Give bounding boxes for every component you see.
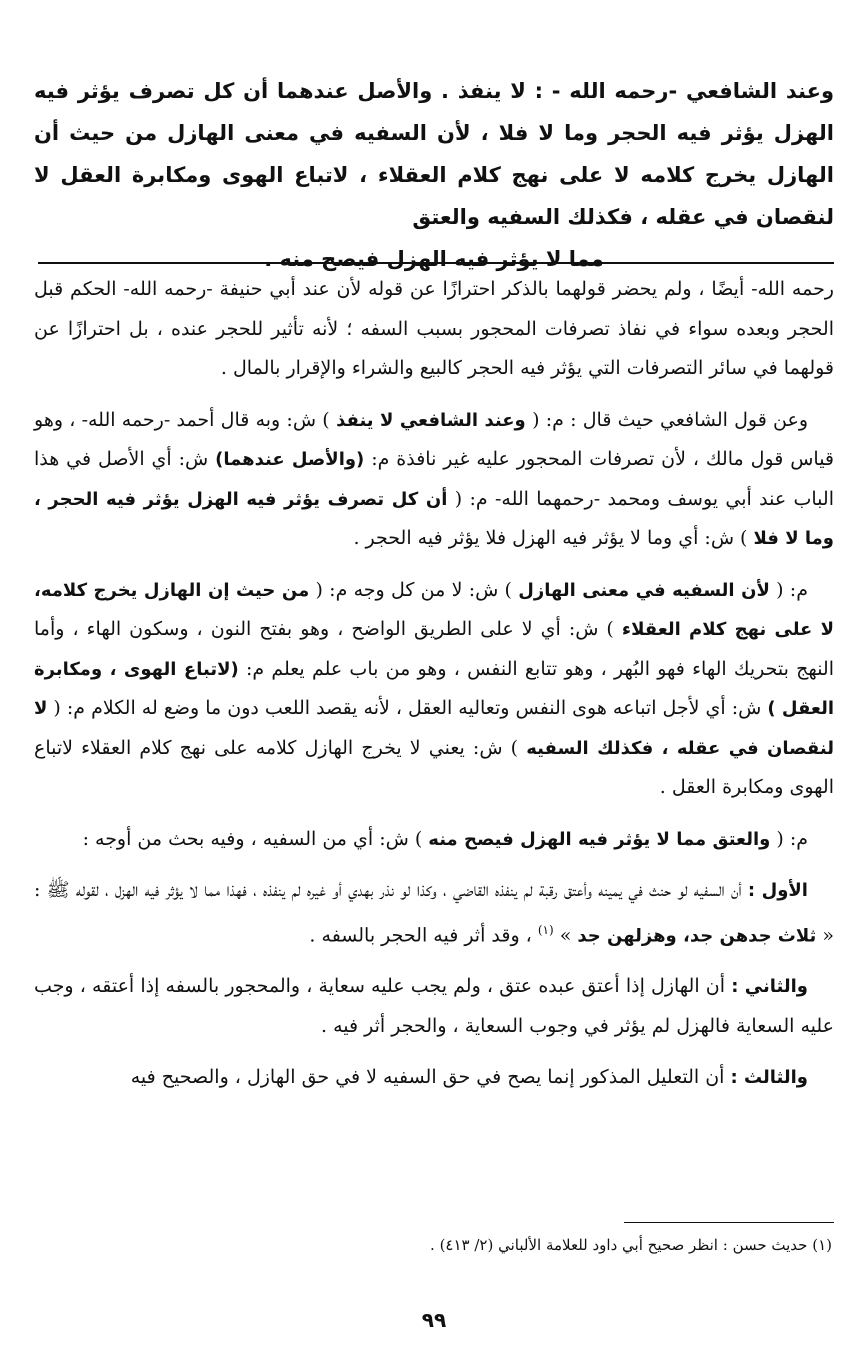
commentary-paragraph-5 bbox=[34, 871, 834, 955]
p3-text-a: م: ( bbox=[769, 578, 808, 601]
p6-label: والثاني : bbox=[731, 976, 808, 998]
p4-text-a: م: ( bbox=[770, 827, 808, 850]
commentary-paragraph-6 bbox=[34, 967, 834, 1046]
p6-text-a: أن الهازل إذا أعتق عبده عتق ، ولم يجب عليه سعاية ، والمحجور بالسفه إذا أعتقه ، وجب عليه السعاية فالهزل لم يؤثر في وجوب السعاية ، والحجر أثر فيه . bbox=[34, 975, 834, 1037]
commentary-paragraph-1: رحمه الله- أيضًا ، ولم يحضر قولهما بالذكر احترازًا عن قوله لأن عند أبي حنيفة -رحمه الله- الحكم قبل الحجر وبعده سواء في نفاذ تصرفات المحجور بسبب السفه ؛ لأنه تأثير للحجر عنده ، بل احترازًا عن قولهما في سائر التصرفات التي يؤثر فيه الحجر كالبيع والشراء والإقرار بالمال . bbox=[34, 278, 834, 379]
p5-text-c: » bbox=[553, 923, 578, 946]
p2-bold-3: أن كل تصرف يؤثر فيه الهزل يؤثر فيه الحجر ، وما لا فلا bbox=[34, 488, 834, 549]
p5-bold-1: ثلاث جدهن جد، وهزلهن جد bbox=[577, 924, 817, 946]
p3-bold-4: لا لنقصان في عقله ، فكذلك السفيه bbox=[33, 698, 834, 759]
p2-bold-2: (والأصل عندهما) bbox=[215, 449, 365, 470]
p5-text-d: ، وقد أثر فيه الحجر بالسفه . bbox=[309, 923, 538, 946]
p7-label: والثالث : bbox=[730, 1067, 808, 1089]
p2-text-a: وعن قول الشافعي حيث قال : م: ( bbox=[532, 408, 808, 431]
matn-last-line: مما لا يؤثر فيه الهزل فيصح منه . bbox=[264, 247, 604, 271]
matn-body: وعند الشافعي -رحمه الله - : لا ينفذ . والأصل عندهما أن كل تصرف يؤثر فيه الهزل يؤثر فيه الحجر وما لا فلا ، لأن السفيه في معنى الهازل من حيث أن الهازل يخرج كلامه لا على نهج كلام العقلاء ، لاتباع الهوى ومكابرة العقل لا لنقصان في عقله ، فكذلك السفيه والعتق bbox=[34, 79, 834, 229]
p2-text-c: ) ش: وبه قال أحمد -رحمه الله- ، وهو قياس قول مالك ، لأن تصرفات المحجور عليه غير نافذة م: bbox=[34, 408, 835, 470]
commentary-paragraph-3 bbox=[34, 571, 834, 808]
commentary-paragraph-2 bbox=[34, 401, 834, 559]
p3-text-c: ) ش: لا من كل وجه م: ( bbox=[309, 578, 519, 601]
p5-label: الأول : bbox=[747, 880, 808, 901]
p3-text-e: ش: أي لأجل اتباعه هوى النفس وتعاليه العقل ، لأنه يقصد اللعب دون ما وضع له الكلام م: ( bbox=[47, 697, 768, 719]
p5-text-a: أن السفيه لو حنث في يمينه وأعتق رقبة لم ينفذه القاضي ، وكذا لو نذر بهدي أو غيره لم ينفذه ، فهذا مما لا يؤثر فيه الهزل ، لقوله ﷺ : « bbox=[34, 879, 834, 946]
p3-text-d: ) ش: أي لا على الطريق الواضح ، وهو بفتح النون ، وسكون الهاء ، وأما النهج بتحريك الهاء فهو البُهر ، وهو تتابع النفس ، وهو من باب علم يعلم م: bbox=[34, 618, 834, 680]
p4-bold-1: والعتق مما لا يؤثر فيه الهزل فيصح منه bbox=[428, 828, 771, 850]
p3-bold-2: من حيث إن الهازل يخرج كلامه، لا على نهج كلام العقلاء bbox=[34, 579, 834, 640]
commentary-sharh bbox=[34, 270, 834, 1110]
p2-bold-1: وعند الشافعي لا ينفذ bbox=[329, 409, 533, 431]
footnote-reference[interactable]: (١) bbox=[537, 922, 554, 937]
p3-bold-1: لأن السفيه في معنى الهازل bbox=[518, 579, 770, 601]
page-number: ٩٩ bbox=[421, 1308, 447, 1332]
p7-text-a: أن التعليل المذكور إنما يصح في حق السفيه لا في حق الهازل ، والصحيح فيه bbox=[130, 1066, 731, 1089]
p3-bold-3: (لاتباع الهوى ، ومكابرة العقل ) bbox=[34, 658, 834, 719]
main-text-matn bbox=[34, 70, 834, 280]
separator-rule bbox=[38, 262, 834, 264]
p4-text-c: ) ش: أي من السفيه ، وفيه بحث من أوجه : bbox=[82, 827, 429, 850]
p3-text-f: ) ش: يعني لا يخرج الهازل كلامه على نهج كلام العقلاء لاتباع الهوى ومكابرة العقل . bbox=[34, 736, 834, 798]
footnote-separator bbox=[624, 1222, 834, 1223]
commentary-paragraph-4 bbox=[34, 820, 834, 860]
footnote: (١) حديث حسن : انظر صحيح أبي داود للعلامة الألباني (٢/ ٤١٣) . bbox=[430, 1236, 832, 1254]
p2-text-e: ) ش: أي وما لا يؤثر فيه الهزل فلا يؤثر فيه الحجر . bbox=[353, 527, 754, 549]
commentary-paragraph-7 bbox=[34, 1058, 834, 1098]
p2-text-d: ش: أي الأصل في هذا الباب عند أبي يوسف ومحمد -رحمهما الله- م: ( bbox=[34, 448, 834, 510]
